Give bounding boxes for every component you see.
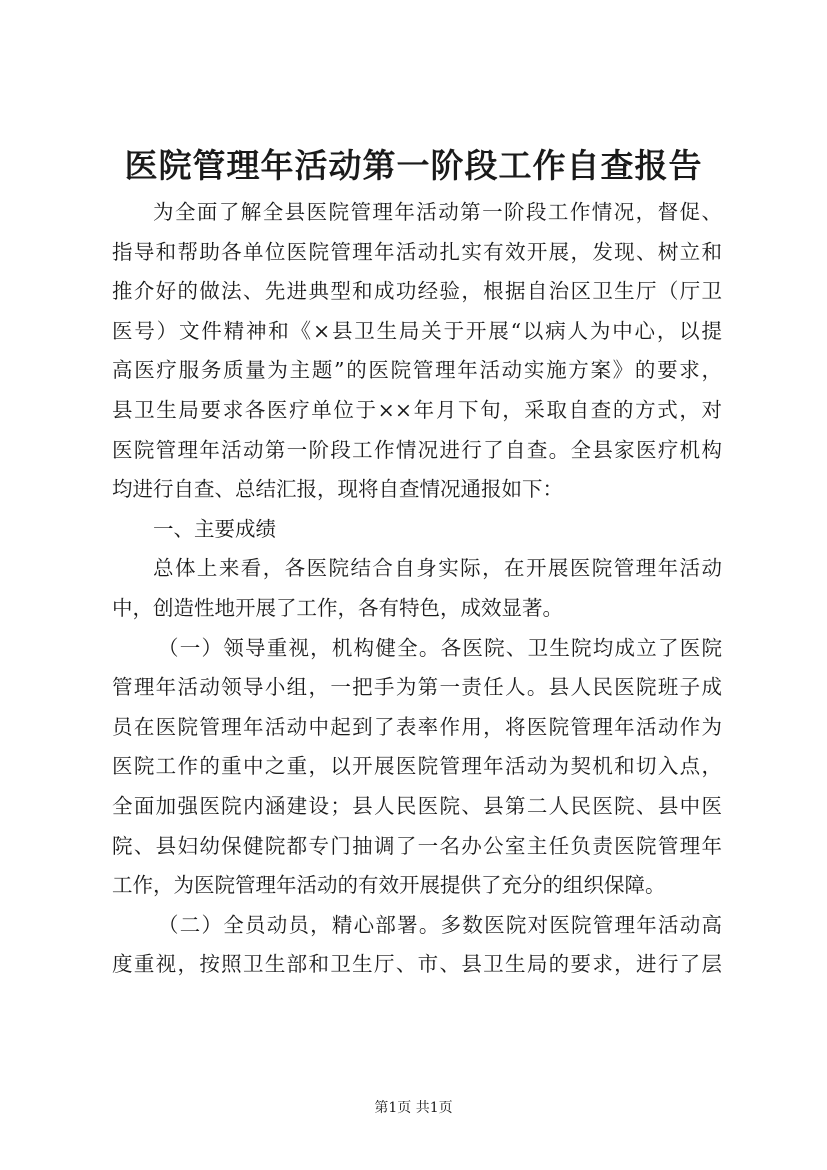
paragraph-line: 县卫生局要求各医疗单位于××年月下旬，采取自查的方式，对	[112, 397, 722, 422]
paragraph-line: （二）全员动员，精心部署。多数医院对医院管理年活动高	[158, 912, 722, 937]
paragraph-line: 总体上来看，各医院结合自身实际，在开展医院管理年活动	[153, 556, 722, 581]
paragraph-line: 医号）文件精神和《×县卫生局关于开展“以病人为中心，以提	[112, 318, 722, 343]
paragraph-line: 均进行自查、总结汇报，现将自查情况通报如下：	[112, 477, 563, 502]
paragraph-line: 院、县妇幼保健院都专门抽调了一名办公室主任负责医院管理年	[112, 833, 722, 858]
paragraph-line: 全面加强医院内涵建设；县人民医院、县第二人民医院、县中医	[112, 793, 722, 818]
document-title: 医院管理年活动第一阶段工作自查报告	[124, 146, 703, 185]
paragraph-line: 为全面了解全县医院管理年活动第一阶段工作情况，督促、	[153, 200, 722, 224]
document-body	[112, 193, 722, 985]
paragraph-line: 指导和帮助各单位医院管理年活动扎实有效开展，发现、树立和	[112, 239, 722, 264]
paragraph-line: 高医疗服务质量为主题”的医院管理年活动实施方案》的要求，	[112, 358, 722, 383]
page-footer: 第1页 共1页	[374, 1100, 453, 1116]
section-heading: 一、主要成绩	[153, 516, 276, 541]
paragraph-line: 员在医院管理年活动中起到了表率作用，将医院管理年活动作为	[112, 714, 722, 739]
paragraph-line: 推介好的做法、先进典型和成功经验，根据自治区卫生厅（厅卫	[112, 279, 722, 304]
paragraph-line: 度重视，按照卫生部和卫生厅、市、县卫生局的要求，进行了层	[112, 952, 722, 977]
paragraph-line: 医院工作的重中之重，以开展医院管理年活动为契机和切入点，	[112, 754, 722, 779]
paragraph-line: 工作，为医院管理年活动的有效开展提供了充分的组织保障。	[112, 873, 666, 898]
paragraph-line: （一）领导重视，机构健全。各医院、卫生院均成立了医院	[158, 635, 722, 660]
paragraph-line: 医院管理年活动第一阶段工作情况进行了自查。全县家医疗机构	[112, 437, 722, 462]
paragraph-line: 中，创造性地开展了工作，各有特色，成效显著。	[112, 595, 563, 620]
paragraph-line: 管理年活动领导小组，一把手为第一责任人。县人民医院班子成	[112, 675, 722, 700]
